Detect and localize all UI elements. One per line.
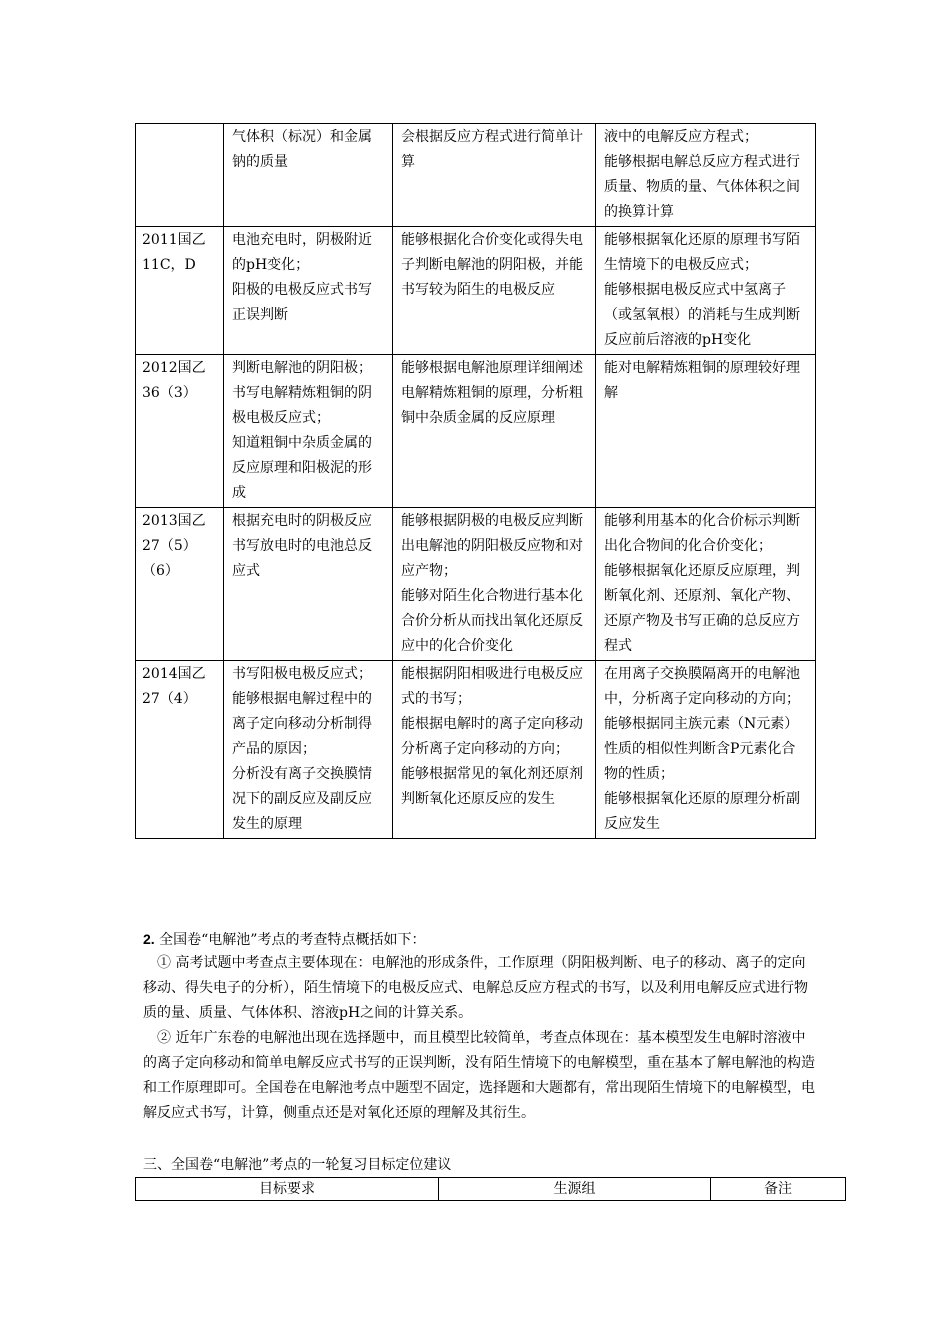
- cell-line: 能对电解精炼粗铜的原理较好理解: [604, 360, 800, 401]
- cell-line: 书写阳极电极反应式；: [232, 666, 372, 682]
- section2-paragraph-2: ② 近年广东卷的电解池出现在选择题中，而且模型比较简单，考查点体现在：基本模型发生电解时溶液中的离子定向移动和简单电解反应式书写的正误判断，没有陌生情境下的电解模型，重在基本了解电解池的构造和工作原理即可。全国卷在电解池考点中题型不固定，选择题和大题都有，常出现陌生情境下的电解模型，电解反应式书写，计算，侧重点还是对氧化还原的理解及其衍生。: [143, 1030, 815, 1121]
- header-target-requirement: 目标要求: [136, 1178, 439, 1201]
- cell-content: [224, 508, 393, 661]
- target-table: [135, 1177, 846, 1201]
- cell-ability: [393, 508, 596, 661]
- cell-line: 能够根据常见的氧化剂还原剂判断氧化还原反应的发生: [401, 766, 583, 807]
- table-row: [136, 661, 816, 839]
- cell-line: 能够根据电解过程中的离子定向移动分析制得产品的原因；: [232, 691, 372, 757]
- cell-line: 分析没有离子交换膜情况下的副反应及副反应发生的原理: [232, 766, 372, 832]
- cell-year: [136, 355, 224, 508]
- cell-line: 2012国乙: [142, 360, 206, 376]
- cell-line: 书写电解精炼粗铜的阴极电极反应式；: [232, 385, 372, 426]
- cell-year: [136, 227, 224, 355]
- cell-line: 能根据电解时的离子定向移动分析离子定向移动的方向；: [401, 716, 583, 757]
- cell-year: [136, 124, 224, 227]
- cell-line: 2013国乙: [142, 513, 206, 529]
- cell-content: [224, 661, 393, 839]
- section2-number: 2.: [143, 931, 155, 947]
- cell-line: 能根据阴阳相吸进行电极反应式的书写；: [401, 666, 583, 707]
- cell-line: 电池充电时，阴极附近的pH变化；: [232, 232, 372, 273]
- cell-content: [224, 355, 393, 508]
- cell-line: 能够根据电极反应式中氢离子（或氢氧根）的消耗与生成判断反应前后溶液的pH变化: [604, 282, 800, 348]
- cell-line: 2014国乙: [142, 666, 206, 682]
- cell-ability: [393, 661, 596, 839]
- cell-line: 27（5）: [142, 538, 197, 554]
- table-row: [136, 355, 816, 508]
- cell-year: [136, 661, 224, 839]
- section2-paragraph-1: ① 高考试题中考查点主要体现在：电解池的形成条件，工作原理（阴阳极判断、电子的移动、离子的定向移动、得失电子的分析），陌生情境下的电极反应式、电解总反应方程式的书写，以及利用电解反应式进行物质的量、质量、气体体积、溶液pH之间的计算关系。: [143, 955, 808, 1021]
- section3-heading: 三、全国卷“电解池”考点的一轮复习目标定位建议: [143, 1157, 452, 1173]
- cell-year: [136, 508, 224, 661]
- section2-heading: [143, 927, 425, 952]
- cell-line: （6）: [142, 563, 179, 579]
- cell-line: 能够根据氧化还原的原理书写陌生情境下的电极反应式；: [604, 232, 800, 273]
- table-row: [136, 227, 816, 355]
- cell-line: 2011国乙: [142, 232, 206, 248]
- cell-line: 能够根据电解总反应方程式进行质量、物质的量、气体体积之间的换算计算: [604, 154, 800, 220]
- cell-ability: [393, 124, 596, 227]
- section2-title: 全国卷“电解池”考点的考查特点概括如下：: [159, 932, 426, 948]
- cell-ability: [393, 227, 596, 355]
- cell-requirement: [596, 661, 816, 839]
- cell-requirement: [596, 227, 816, 355]
- cell-line: 能够根据氧化还原反应原理，判断氧化剂、还原剂、氧化产物、还原产物及书写正确的总反应方程式: [604, 563, 800, 654]
- section2-body: [143, 951, 815, 1126]
- table-row: [136, 124, 816, 227]
- cell-line: 阳极的电极反应式书写正误判断: [232, 282, 372, 323]
- cell-line: 能够根据电解池原理详细阐述电解精炼粗铜的原理，分析粗铜中杂质金属的反应原理: [401, 360, 583, 426]
- cell-requirement: [596, 355, 816, 508]
- cell-line: 会根据反应方程式进行简单计算: [401, 129, 583, 170]
- cell-line: 能够对陌生化合物进行基本化合价分析从而找出氧化还原反应中的化合价变化: [401, 588, 583, 654]
- cell-line: 根据充电时的阴极反应书写放电时的电池总反应式: [232, 513, 372, 579]
- cell-content: [224, 124, 393, 227]
- header-remarks: 备注: [711, 1178, 846, 1201]
- cell-line: 判断电解池的阴阳极；: [232, 360, 372, 376]
- cell-line: 能够根据氧化还原的原理分析副反应发生: [604, 791, 800, 832]
- cell-line: 气体积（标况）和金属钠的质量: [232, 129, 372, 170]
- cell-ability: [393, 355, 596, 508]
- header-student-group: 生源组: [439, 1178, 711, 1201]
- cell-line: 能够根据化合价变化或得失电子判断电解池的阴阳极，并能书写较为陌生的电极反应: [401, 232, 583, 298]
- cell-line: 11C，D: [142, 257, 196, 273]
- exam-analysis-table: [135, 123, 816, 839]
- cell-line: 27（4）: [142, 691, 197, 707]
- cell-line: 知道粗铜中杂质金属的反应原理和阳极泥的形成: [232, 435, 372, 501]
- cell-requirement: [596, 124, 816, 227]
- cell-line: 能够根据阴极的电极反应判断出电解池的阴阳极反应物和对应产物；: [401, 513, 583, 579]
- cell-line: 液中的电解反应方程式；: [604, 129, 758, 145]
- cell-content: [224, 227, 393, 355]
- target-table-header-row: [136, 1178, 846, 1201]
- cell-line: 能够利用基本的化合价标示判断出化合物间的化合价变化；: [604, 513, 800, 554]
- cell-line: 能够根据同主族元素（N元素）性质的相似性判断含P元素化合物的性质；: [604, 716, 799, 782]
- table-row: [136, 508, 816, 661]
- cell-line: 36（3）: [142, 385, 197, 401]
- cell-requirement: [596, 508, 816, 661]
- cell-line: 在用离子交换膜隔离开的电解池中，分析离子定向移动的方向；: [604, 666, 800, 707]
